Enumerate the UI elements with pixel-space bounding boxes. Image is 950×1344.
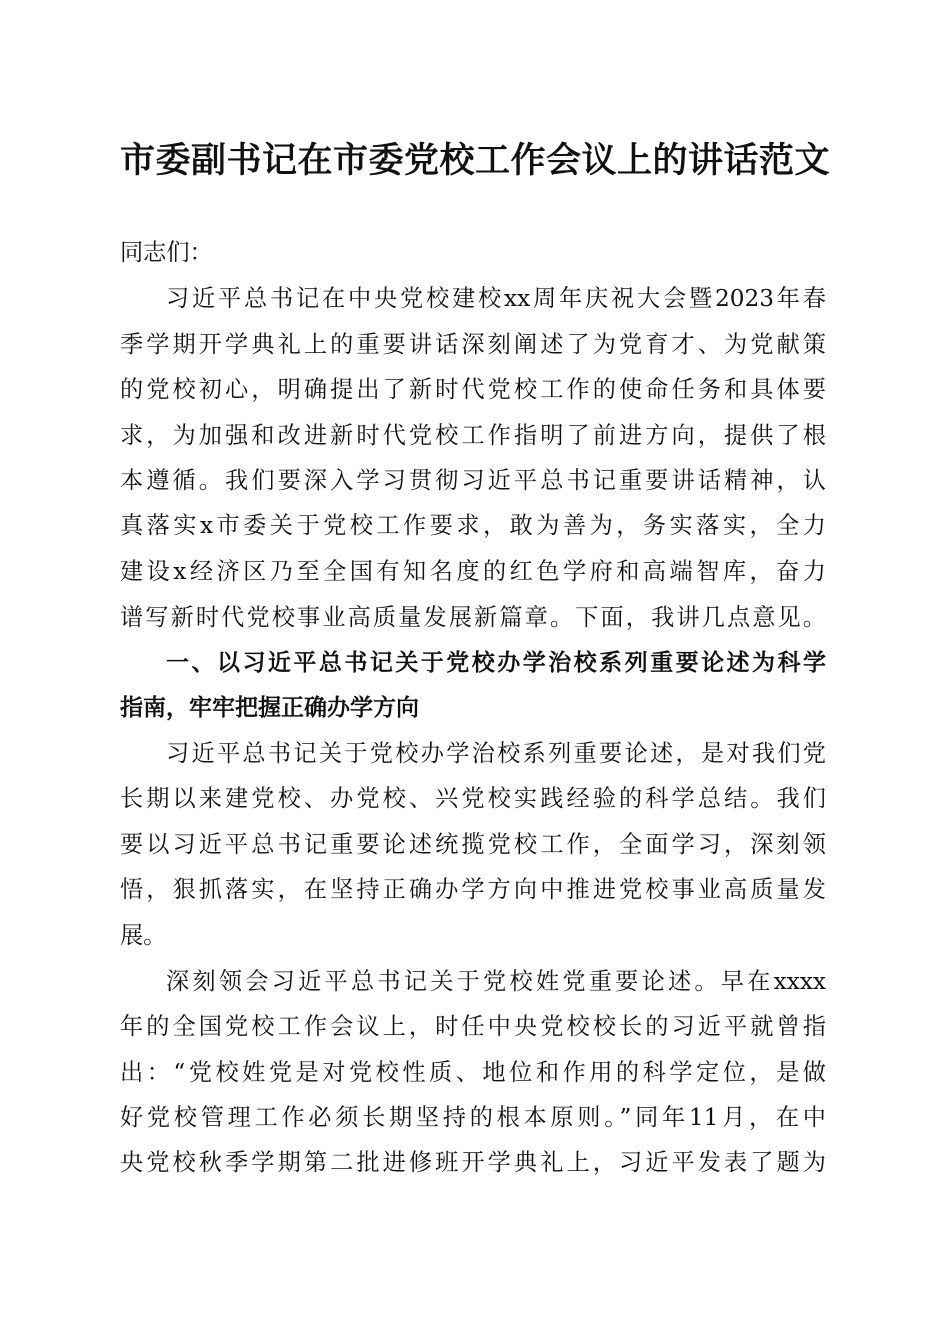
paragraph-line: 年的全国党校工作会议上，时任中央党校校长的习近平就曾指 [120,1013,826,1040]
paragraph-line: 真落实x市委关于党校工作要求，敢为善为，务实落实，全力 [120,512,826,539]
paragraph-line: 悟，狠抓落实，在坚持正确办学方向中推进党校事业高质量发 [120,876,826,903]
greeting: 同志们： [120,239,213,266]
paragraph-line: 季学期开学典礼上的重要讲话深刻阐述了为党育才、为党献策 [120,331,826,358]
paragraph-line: 本遵循。我们要深入学习贯彻习近平总书记重要讲话精神，认 [120,467,826,494]
paragraph-line: 好党校管理工作必须长期坚持的根本原则。”同年11月，在中 [120,1104,826,1131]
paragraph-line: 谱写新时代党校事业高质量发展新篇章。下面，我讲几点意见。 [120,604,826,631]
section-heading: 指南，牢牢把握正确办学方向 [120,695,419,721]
document-title: 市委副书记在市委党校工作会议上的讲话范文 [119,140,830,181]
paragraph-line: 求，为加强和改进新时代党校工作指明了前进方向，提供了根 [120,422,826,449]
paragraph-line: 要以习近平总书记重要论述统揽党校工作，全面学习，深刻领 [120,831,826,858]
section-heading: 一、以习近平总书记关于党校办学治校系列重要论述为科学 [166,650,826,676]
paragraph-line: 央党校秋季学期第二批进修班开学典礼上，习近平发表了题为 [120,1149,826,1176]
paragraph-line: 展。 [120,922,167,949]
paragraph-line: 的党校初心，明确提出了新时代党校工作的使命任务和具体要 [120,376,826,403]
paragraph-line: 建设x经济区乃至全国有知名度的红色学府和高端智库，奋力 [120,558,826,585]
paragraph-line: 长期以来建党校、办党校、兴党校实践经验的科学总结。我们 [120,785,826,812]
paragraph-line: 习近平总书记关于党校办学治校系列重要论述，是对我们党 [166,740,826,767]
paragraph-line: 深刻领会习近平总书记关于党校姓党重要论述。早在xxxx [166,968,826,995]
paragraph-line: 习近平总书记在中央党校建校xx周年庆祝大会暨2023年春 [166,285,826,312]
paragraph-line: 出：“党校姓党是对党校性质、地位和作用的科学定位，是做 [120,1059,826,1086]
